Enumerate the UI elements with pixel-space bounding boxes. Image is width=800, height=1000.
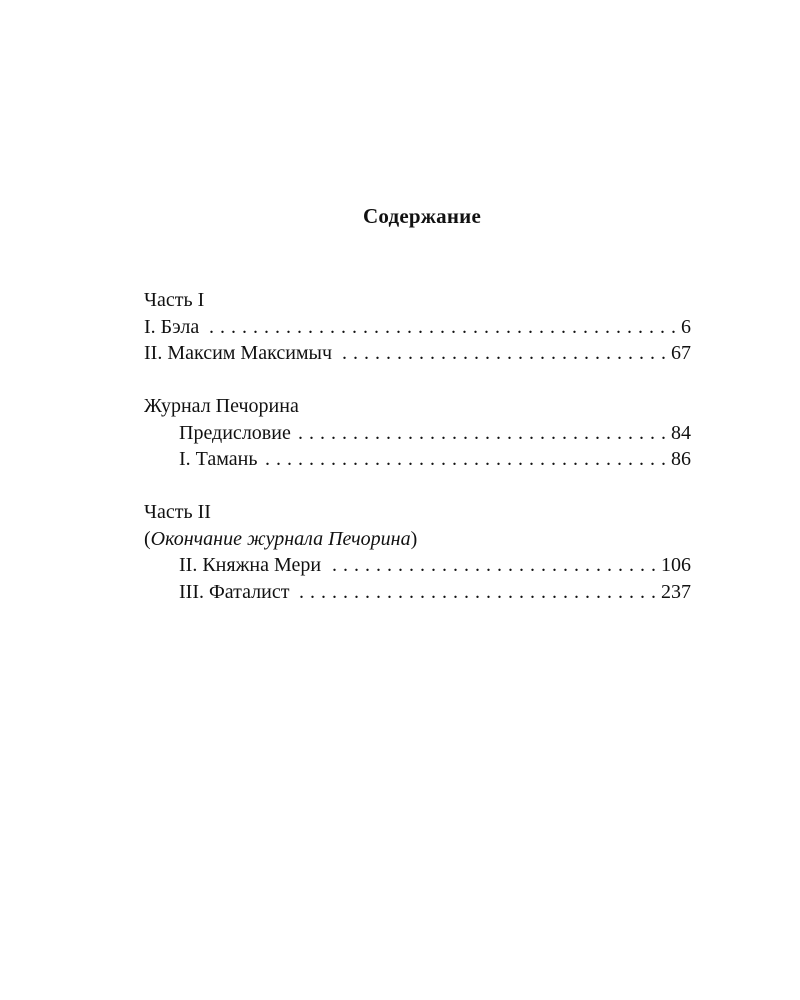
toc-entry-maksim-maksimych[interactable] — [144, 340, 691, 367]
toc-entry-page: 86 — [671, 448, 691, 470]
paren-close: ) — [410, 527, 418, 550]
section-spacer — [144, 473, 691, 500]
toc-entry-label: I. Бэла — [144, 315, 200, 338]
section-heading-part1: Часть I — [144, 289, 205, 311]
dot-leader — [293, 579, 656, 606]
toc-entry-label: II. Княжна Мери — [179, 554, 322, 576]
table-of-contents — [144, 287, 691, 605]
section-heading-part2: Часть II — [144, 501, 211, 523]
toc-entry-page: 67 — [671, 342, 691, 364]
dot-leader — [203, 314, 676, 341]
toc-entry-page: 237 — [661, 580, 691, 603]
subheading-italic-text: Окончание журнала Печорина — [150, 527, 411, 550]
toc-entry-label: II. Максим Максимыч — [144, 342, 333, 364]
section-heading-journal: Журнал Печорина — [144, 395, 299, 417]
toc-entry-page: 6 — [681, 315, 691, 338]
dot-leader — [295, 420, 666, 447]
toc-entry-preface[interactable] — [144, 420, 691, 447]
toc-entry-bela[interactable] — [144, 314, 691, 341]
paren-open: ( — [144, 527, 151, 550]
toc-entry-label: I. Тамань — [179, 448, 258, 470]
section-spacer — [144, 367, 691, 394]
toc-entry-knyazhna-meri[interactable] — [144, 552, 691, 579]
dot-leader — [261, 446, 666, 473]
dot-leader — [325, 552, 656, 579]
section-subheading-part2 — [144, 526, 691, 553]
page-title: Содержание — [363, 204, 481, 228]
toc-entry-page: 84 — [671, 421, 691, 444]
toc-entry-label: Предисловие — [179, 421, 291, 444]
toc-entry-fatalist[interactable] — [144, 579, 691, 606]
dot-leader — [336, 340, 666, 367]
toc-entry-label: III. Фаталист — [179, 580, 290, 603]
toc-entry-taman[interactable] — [144, 446, 691, 473]
toc-entry-page: 106 — [661, 554, 691, 576]
